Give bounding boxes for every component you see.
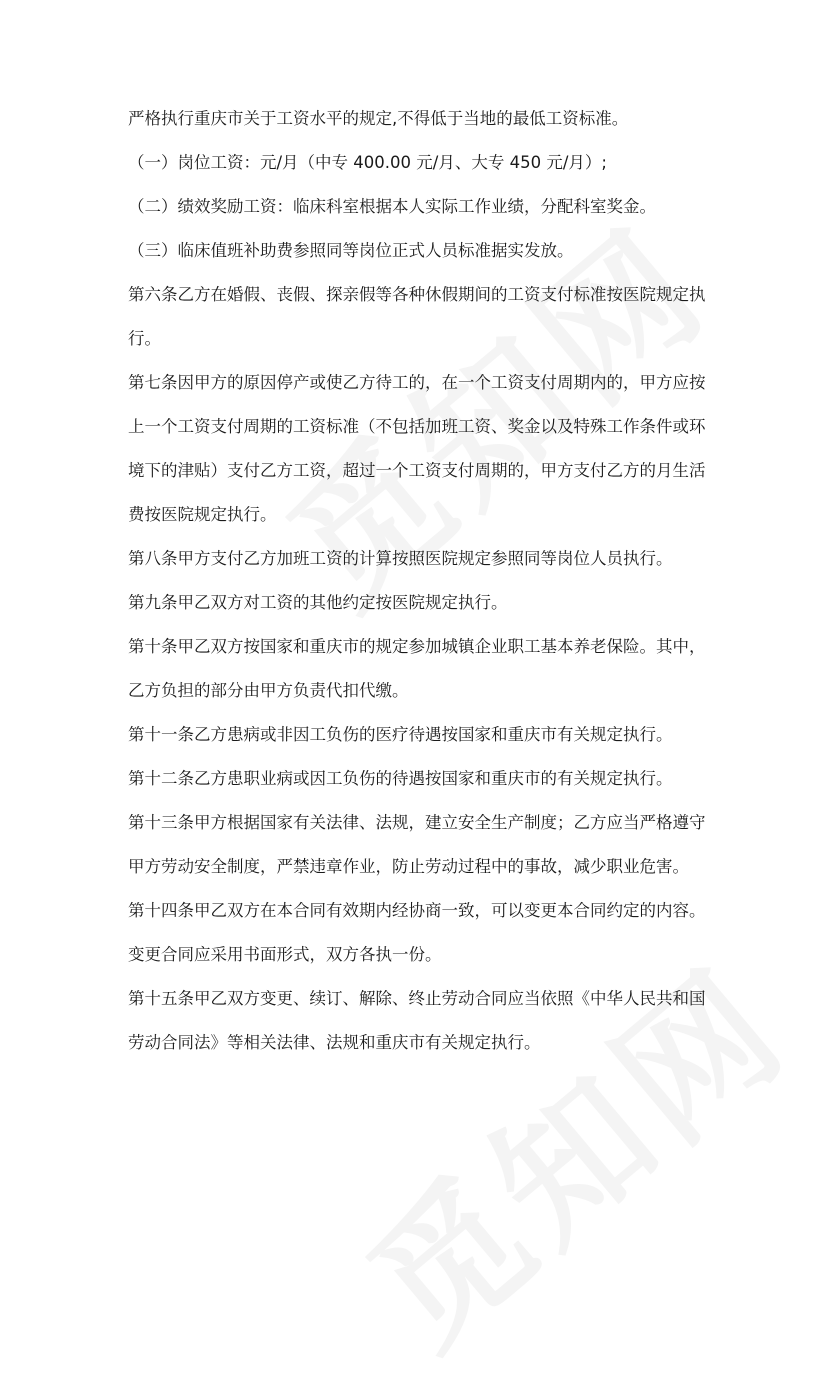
text-line: 第九条甲乙双方对工资的其他约定按医院规定执行。: [128, 593, 508, 612]
text-line: 变更合同应采用书面形式，双方各执一份。: [128, 945, 442, 964]
text-line: 第十条甲乙双方按国家和重庆市的规定参加城镇企业职工基本养老保险。其中，: [128, 637, 706, 656]
text-line: 第十四条甲乙双方在本合同有效期内经协商一致，可以变更本合同约定的内容。: [128, 901, 706, 920]
text-line: 境下的津贴）支付乙方工资，超过一个工资支付周期的，甲方支付乙方的月生活: [128, 461, 706, 480]
text-line: 乙方负担的部分由甲方负责代扣代缴。: [128, 681, 409, 700]
text-line: 第七条因甲方的原因停产或使乙方待工的，在一个工资支付周期内的，甲方应按: [128, 373, 706, 392]
text-line: 第六条乙方在婚假、丧假、探亲假等各种休假期间的工资支付标准按医院规定执: [128, 285, 706, 304]
text-line: 行。: [128, 329, 161, 348]
text-line: 第八条甲方支付乙方加班工资的计算按照医院规定参照同等岗位人员执行。: [128, 549, 673, 568]
text-line: 第十一条乙方患病或非因工负伤的医疗待遇按国家和重庆市有关规定执行。: [128, 725, 673, 744]
text-line: 第十二条乙方患职业病或因工负伤的待遇按国家和重庆市的有关规定执行。: [128, 769, 673, 788]
text-line: 第十五条甲乙双方变更、续订、解除、终止劳动合同应当依照《中华人民共和国: [128, 989, 706, 1008]
text-line: （一）岗位工资：元/月（中专 400.00 元/月、大专 450 元/月）;: [128, 153, 607, 172]
text-line: （二）绩效奖励工资：临床科室根据本人实际工作业绩，分配科室奖金。: [128, 197, 656, 216]
text-line: 第十三条甲方根据国家有关法律、法规，建立安全生产制度；乙方应当严格遵守: [128, 813, 706, 832]
text-line: 劳动合同法》等相关法律、法规和重庆市有关规定执行。: [128, 1033, 541, 1052]
document-body: [128, 108, 718, 1054]
text-line: 严格执行重庆市关于工资水平的规定,不得低于当地的最低工资标准。: [128, 109, 629, 128]
text-line: （三）临床值班补助费参照同等岗位正式人员标准据实发放。: [128, 241, 574, 260]
text-line: 上一个工资支付周期的工资标准（不包括加班工资、奖金以及特殊工作条件或环: [128, 417, 706, 436]
text-line: 费按医院规定执行。: [128, 505, 277, 524]
text-line: 甲方劳动安全制度，严禁违章作业，防止劳动过程中的事故，减少职业危害。: [128, 857, 689, 876]
